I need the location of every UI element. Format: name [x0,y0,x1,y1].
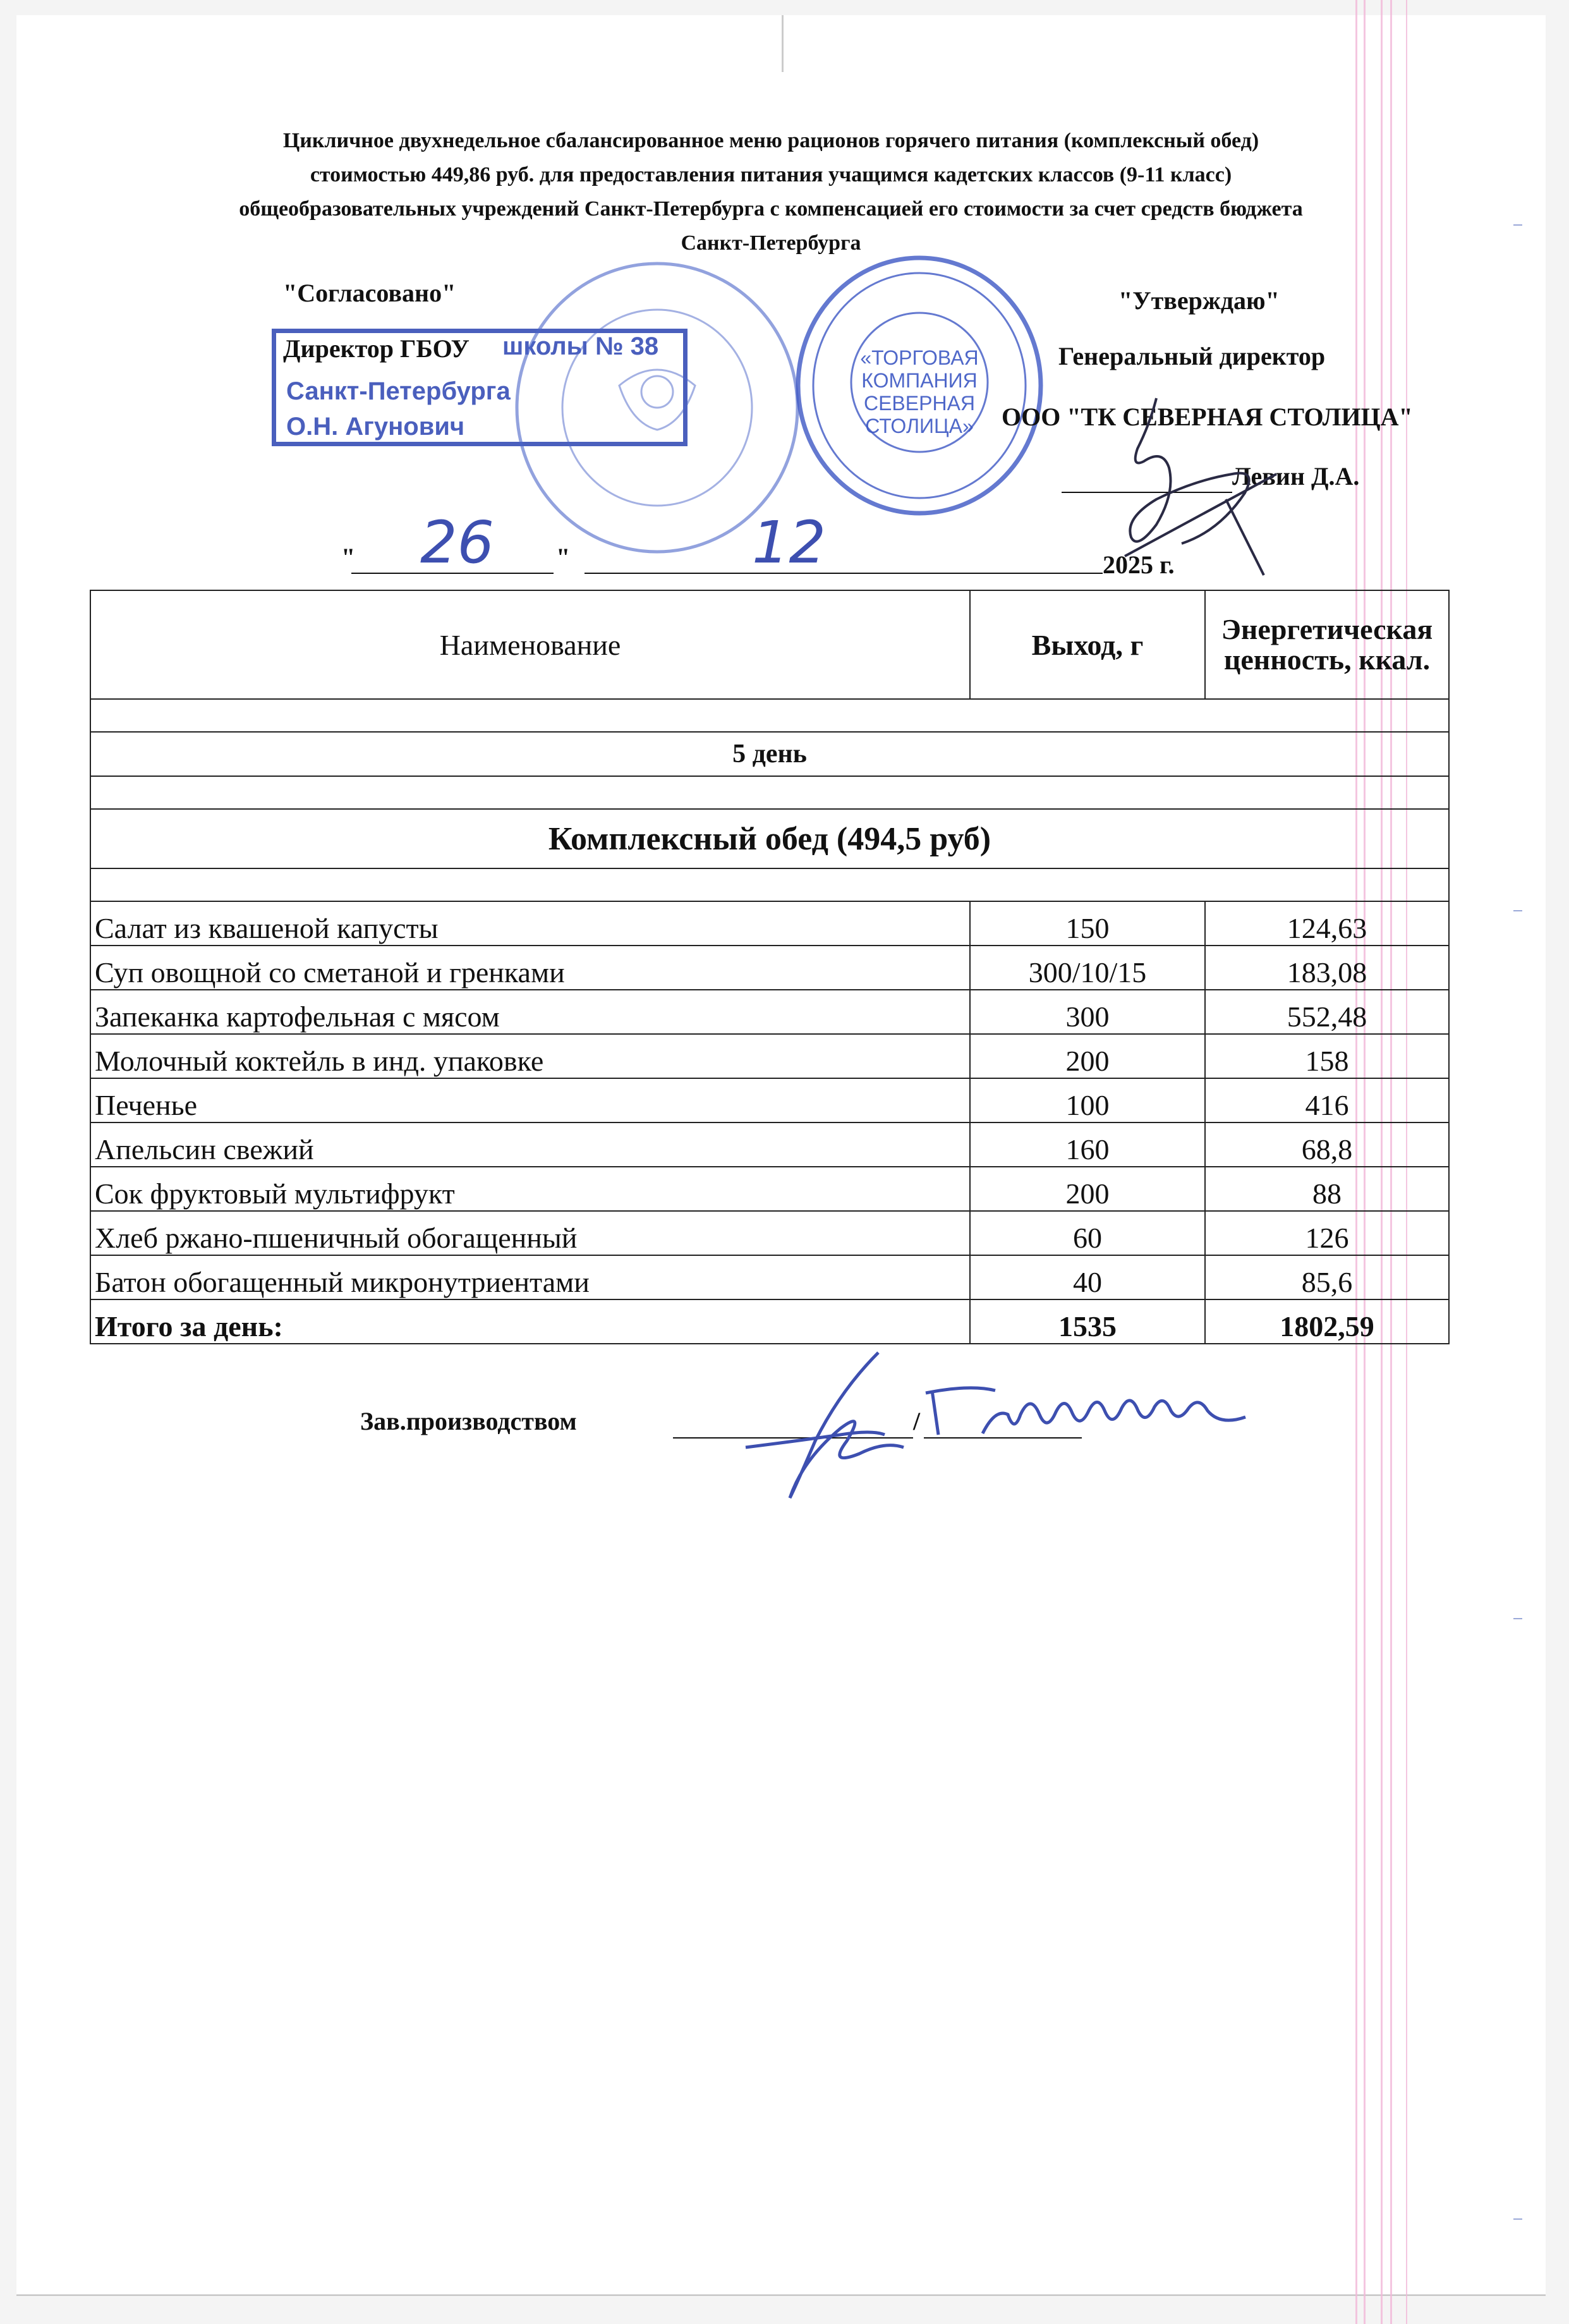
scan-mark [1513,224,1522,226]
day-label: 5 день [90,732,1449,776]
dish-energy: 183,08 [1205,946,1449,990]
dish-output: 200 [970,1034,1205,1078]
scan-bottom-line [16,2294,1546,2296]
date-open-quote: " [341,543,356,571]
approval-right-company: ООО "ТК СЕВЕРНАЯ СТОЛИЦА" [1002,403,1413,431]
total-row [90,1299,1449,1344]
dish-output: 60 [970,1211,1205,1255]
table-row [90,901,1449,946]
date-month: 12 [752,509,827,576]
table-row [90,946,1449,990]
dish-name: Салат из квашеной капусты [90,901,970,946]
stamp-line: Санкт-Петербурга [286,377,511,405]
company-stamp-text [856,346,983,437]
table-row [90,1122,1449,1167]
scan-fold-line [782,15,784,72]
dish-energy: 85,6 [1205,1255,1449,1299]
table-row [90,1167,1449,1211]
dish-name: Батон обогащенный микронутриентами [90,1255,970,1299]
dish-name: Печенье [90,1078,970,1122]
scan-mark [1513,2218,1522,2220]
title-line: Цикличное двухнедельное сбалансированное меню рационов горячего питания (комплексный обед) [282,129,1259,152]
title-line: стоимостью 449,86 руб. для предоставления питания учащимся кадетских классов (9-11 класс) [310,163,1232,186]
column-header-name: Наименование [90,590,970,699]
dish-output: 300/10/15 [970,946,1205,990]
spacer-row [90,776,1449,809]
production-head-name-script [919,1378,1273,1447]
table-header-row [90,590,1449,699]
column-header-energy: Энергетическая ценность, ккал. [1205,590,1449,699]
scan-mark [1513,1618,1522,1619]
dish-name: Хлеб ржано-пшеничный обогащенный [90,1211,970,1255]
date-year: 2025 г. [1103,551,1175,579]
dish-energy: 158 [1205,1034,1449,1078]
dish-name: Запеканка картофельная с мясом [90,990,970,1034]
date-close-quote: " [556,543,571,571]
production-head-signature [733,1340,910,1511]
date-month-line [585,573,1103,574]
day-row [90,732,1449,776]
stamp-text-line: СТОЛИЦА» [865,415,974,437]
meal-row [90,809,1449,868]
approval-left-position: Директор ГБОУ [283,334,469,363]
table-row [90,1211,1449,1255]
document-title [88,124,1453,260]
approval-right-heading: "Утверждаю" [1118,286,1280,315]
stamp-text-line: «ТОРГОВАЯ [860,346,979,369]
title-line: Санкт-Петербурга [681,231,861,255]
spacer-cell [90,776,1449,809]
table-row [90,1078,1449,1122]
stamp-school-number: школы № 38 [502,332,659,360]
dish-name: Молочный коктейль в инд. упаковке [90,1034,970,1078]
title-line: общеобразовательных учреждений Санкт-Петербурга с компенсацией его стоимости за счет средств бюджета [239,197,1303,221]
spacer-cell [90,868,1449,901]
meal-label: Комплексный обед (494,5 руб) [90,809,1449,868]
dish-output: 300 [970,990,1205,1034]
menu-table [90,590,1450,1344]
stamp-text-line: КОМПАНИЯ [861,369,978,392]
total-energy: 1802,59 [1205,1299,1449,1344]
dish-energy: 124,63 [1205,901,1449,946]
dish-energy: 126 [1205,1211,1449,1255]
dish-output: 160 [970,1122,1205,1167]
dish-energy: 68,8 [1205,1122,1449,1167]
approval-left-heading: "Согласовано" [283,279,456,307]
spacer-cell [90,699,1449,732]
scan-mark [1513,910,1522,911]
spacer-row [90,868,1449,901]
spacer-row [90,699,1449,732]
total-label: Итого за день: [90,1299,970,1344]
table-row [90,990,1449,1034]
dish-output: 40 [970,1255,1205,1299]
dish-energy: 416 [1205,1078,1449,1122]
dish-output: 100 [970,1078,1205,1122]
footer-separator: / [913,1407,921,1435]
dish-name: Апельсин свежий [90,1122,970,1167]
dish-output: 150 [970,901,1205,946]
dish-energy: 88 [1205,1167,1449,1211]
stamp-line: О.Н. Агунович [286,413,465,441]
dish-output: 200 [970,1167,1205,1211]
dish-name: Сок фруктовый мультифрукт [90,1167,970,1211]
dish-name: Суп овощной со сметаной и гренками [90,946,970,990]
total-output: 1535 [970,1299,1205,1344]
approval-right-position: Генеральный директор [1058,342,1326,370]
stamp-text-line: СЕВЕРНАЯ [863,392,976,415]
column-header-output: Выход, г [970,590,1205,699]
table-row [90,1255,1449,1299]
footer-label: Зав.производством [360,1407,577,1435]
dish-energy: 552,48 [1205,990,1449,1034]
date-day: 26 [420,509,495,576]
table-row [90,1034,1449,1078]
approval-right-signer: Левин Д.А. [1232,462,1360,490]
